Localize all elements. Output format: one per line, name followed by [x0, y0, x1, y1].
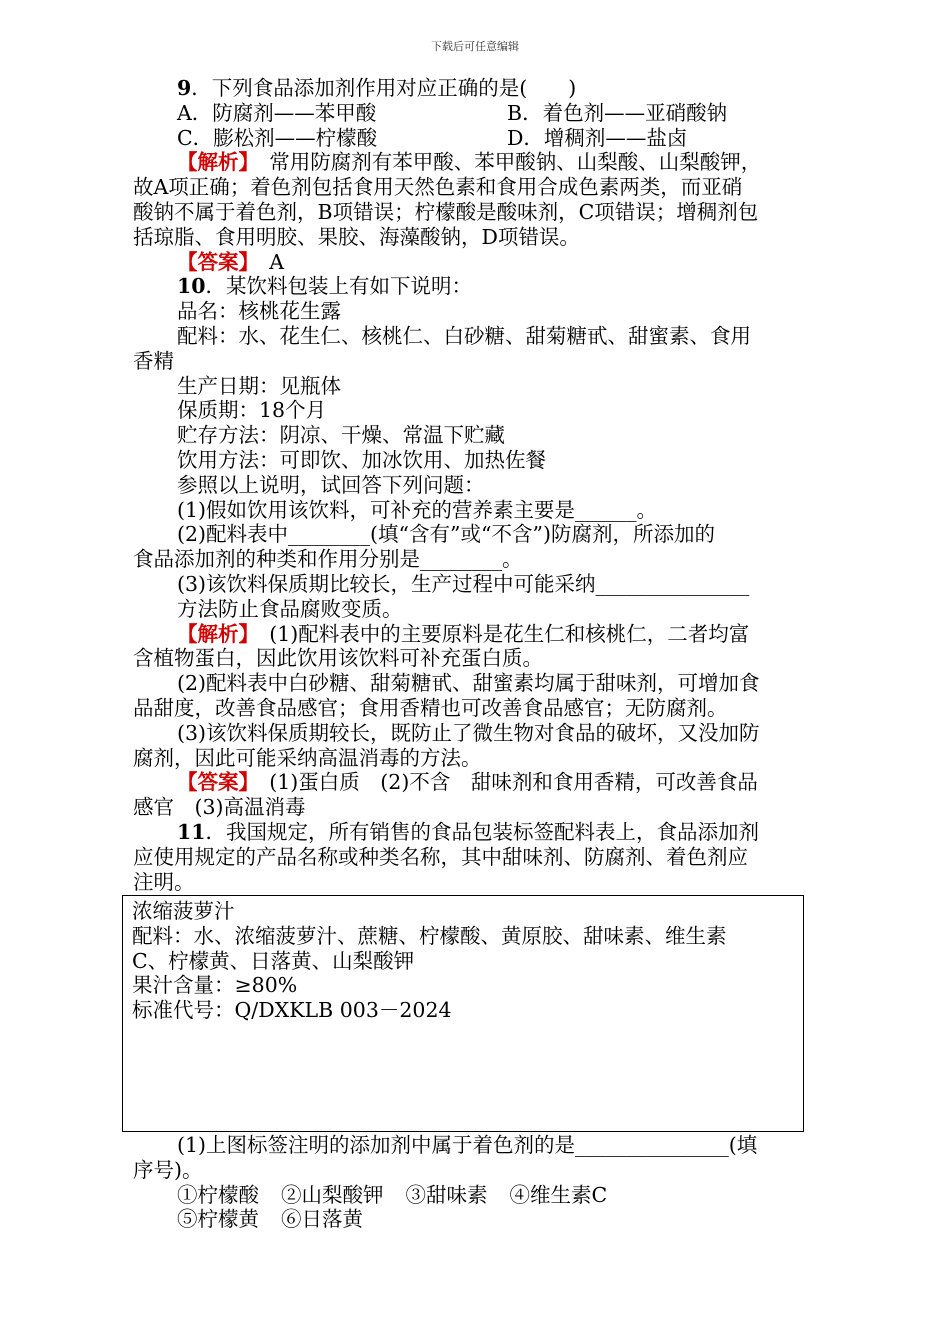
q10-production-date: 生产日期：见瓶体 [177, 373, 341, 398]
q10-analysis-line: 品甜度，改善食品感官；食用香精也可改善食品感官；无防腐剂。 [133, 695, 728, 720]
label-standard-code: 标准代号：Q/DXKLB 003－2024 [132, 998, 452, 1023]
q11-options-row2 [133, 1207, 813, 1232]
page-header: 下载后可任意编辑 [431, 40, 519, 53]
q10-answer-text: (1)蛋白质 (2)不含 甜味剂和食用香精，可改善食品 [248, 770, 758, 795]
q10-part3: (3)该饮料保质期比较长，生产过程中可能采纳_______________ [177, 571, 750, 596]
q11-subquestions [133, 1133, 813, 1232]
document-body [133, 76, 813, 894]
q11-option-5: ⑤柠檬黄 [177, 1207, 259, 1232]
q10-analysis-text: (1)配料表中的主要原料是花生仁和核桃仁，二者均富 [248, 621, 750, 646]
label-ingredients-cont: C、柠檬黄、日落黄、山梨酸钾 [132, 948, 415, 973]
q11-stem-cont: 注明。 [133, 869, 195, 894]
q11-stem [133, 820, 813, 845]
q10-shelf-life: 保质期：18个月 [177, 398, 327, 423]
analysis-tag: 【解析】 [177, 150, 249, 175]
q9-analysis-line: 故A项正确；着色剂包括食用天然色素和食用合成色素两类，而亚硝 [133, 175, 743, 200]
analysis-tag: 【解析】 [177, 621, 249, 646]
answer-tag: 【答案】 [177, 770, 249, 795]
product-label-box [122, 895, 804, 1132]
q9-analysis-line: 括琼脂、食用明胶、果胶、海藻酸钠，D项错误。 [133, 224, 580, 249]
q10-analysis-line: 腐剂，因此可能采纳高温消毒的方法。 [133, 745, 482, 770]
q9-option-a: A．防腐剂——苯甲酸 [177, 100, 377, 125]
label-title: 浓缩菠萝汁 [132, 899, 235, 923]
q9-analysis-text: 常用防腐剂有苯甲酸、苯甲酸钠、山梨酸、山梨酸钾， [248, 150, 762, 175]
q9-answer [133, 250, 813, 275]
q11-option-3: ③甜味素 [405, 1182, 488, 1207]
q9-analysis-line [133, 150, 813, 175]
q11-part1: (1)上图标签注明的添加剂中属于着色剂的是_______________(填 [177, 1133, 758, 1157]
q9-options-cd [133, 126, 813, 151]
q9-stem [133, 76, 813, 101]
q10-analysis-line: (2)配料表中白砂糖、甜菊糖甙、甜蜜素均属于甜味剂，可增加食 [177, 671, 760, 696]
label-juice-content: 果汁含量：≥80% [132, 973, 298, 998]
q10-answer [133, 770, 813, 795]
q11-stem-cont: 应使用规定的产品名称或种类名称，其中甜味剂、防腐剂、着色剂应 [133, 844, 748, 869]
q11-option-6: ⑥日落黄 [281, 1207, 363, 1232]
q10-answer-cont: 感官 (3)高温消毒 [133, 795, 306, 820]
q10-analysis-line [133, 622, 813, 647]
q11-stem-text: ．我国规定，所有销售的食品包装标签配料表上，食品添加剂 [205, 819, 760, 844]
q9-option-b: B．着色剂——亚硝酸钠 [507, 100, 728, 125]
q10-part2: (2)配料表中________(填“含有”或“不含”)防腐剂，所添加的 [177, 522, 715, 547]
q9-option-c: C．膨松剂——柠檬酸 [177, 125, 378, 150]
q10-part1: (1)假如饮用该饮料，可补充的营养素主要是______。 [177, 497, 658, 522]
q10-ingredients: 配料：水、花生仁、核桃仁、白砂糖、甜菊糖甙、甜蜜素、食用 [177, 323, 751, 348]
q10-stem-text: ．某饮料包装上有如下说明： [205, 274, 473, 299]
q11-option-1: ①柠檬酸 [177, 1182, 259, 1207]
q9-option-d: D．增稠剂——盐卤 [507, 125, 688, 150]
q10-number: 10 [177, 274, 206, 299]
q9-answer-text: A [248, 249, 285, 274]
q11-option-4: ④维生素C [509, 1182, 608, 1207]
q9-options-ab [133, 101, 813, 126]
q10-part3-cont: 方法防止食品腐败变质。 [177, 596, 403, 621]
q10-prompt: 参照以上说明，试回答下列问题： [177, 472, 485, 497]
q11-number: 11 [177, 819, 206, 844]
q10-analysis-line: 含植物蛋白，因此饮用该饮料可补充蛋白质。 [133, 646, 543, 671]
q11-option-2: ②山梨酸钾 [281, 1182, 384, 1207]
q10-storage: 贮存方法：阴凉、干燥、常温下贮藏 [177, 423, 505, 448]
q10-part2-cont: 食品添加剂的种类和作用分别是________。 [133, 547, 523, 572]
answer-tag: 【答案】 [177, 249, 249, 274]
q10-usage: 饮用方法：可即饮、加冰饮用、加热佐餐 [177, 447, 546, 472]
q9-number: 9 [177, 76, 192, 100]
q11-part1-cont: 序号)。 [133, 1157, 203, 1182]
q11-options-row1 [133, 1183, 813, 1208]
q10-analysis-line: (3)该饮料保质期较长，既防止了微生物对食品的破坏，又没加防 [177, 720, 760, 745]
q10-product-name: 品名：核桃花生露 [177, 299, 341, 324]
q10-ingredients-cont: 香精 [133, 348, 174, 373]
label-ingredients: 配料：水、浓缩菠萝汁、蔗糖、柠檬酸、黄原胶、甜味素、维生素 [132, 923, 727, 948]
q9-stem-text: ．下列食品添加剂作用对应正确的是( ) [191, 76, 577, 100]
q10-stem [133, 274, 813, 299]
q9-analysis-line: 酸钠不属于着色剂，B项错误；柠檬酸是酸味剂，C项错误；增稠剂包 [133, 199, 759, 224]
